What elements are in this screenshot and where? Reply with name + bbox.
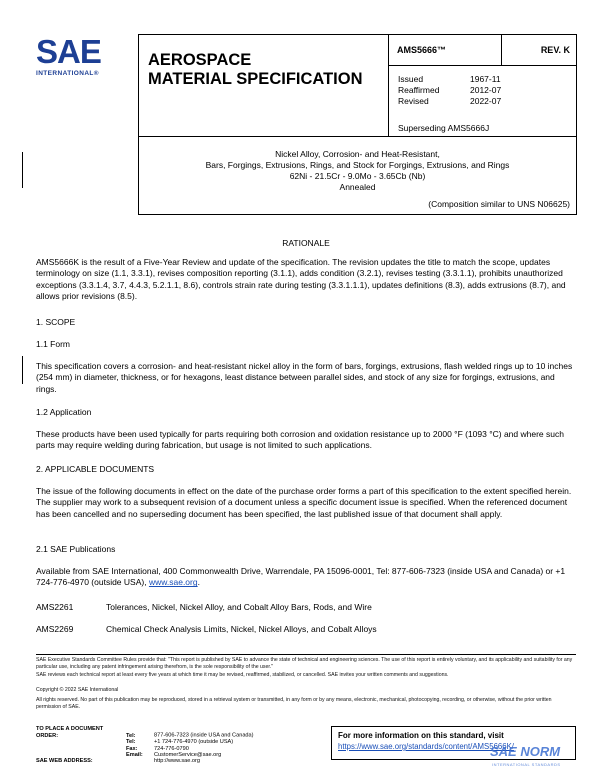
contact-value: CustomerService@sae.org: [154, 752, 222, 759]
section-2-1-heading: 2.1 SAE Publications: [36, 544, 116, 554]
change-bar: [22, 152, 23, 188]
reference-code: AMS2261: [36, 602, 74, 612]
logo-sub: INTERNATIONAL®: [36, 70, 99, 77]
section-2-text: The issue of the following documents in effect on the date of the purchase order forms a part of this specification to the extent specified herein. The supplier may work to a subsequent revision of a document unless a specific document issue is specified. When the referenced document has been cancelled and no superseding document has been specified, the last published issue of that document shall apply.: [36, 486, 572, 519]
contact-value: 724-776-0790: [154, 745, 189, 752]
change-bar: [22, 356, 23, 384]
standard-url-link[interactable]: https://www.sae.org/standards/content/AMS5666K/: [338, 742, 514, 751]
spec-type-box: [138, 34, 389, 137]
section-1-2-text: These products have been used typically for parts requiring both corrosion and oxidation resistance up to 2000 °F (1093 °C) and where such parts may require welding during fabrication, but usage is not limited to such applications.: [36, 429, 564, 451]
date-label: Reaffirmed: [398, 85, 440, 95]
material-title-box: [138, 137, 577, 215]
sae-logo: [36, 33, 118, 77]
material-title-line-2: Bars, Forgings, Extrusions, Rings, and Stock for Forgings, Extrusions, and Rings: [205, 160, 510, 170]
section-2-heading: 2. APPLICABLE DOCUMENTS: [36, 464, 155, 474]
reference-row: [36, 602, 372, 612]
footer-note-1: SAE Executive Standards Committee Rules provide that: "This report is published by SAE to advance the state of technical and engineering sciences. The use of this report is entirely voluntary, and its applicability and suitability for any particular use, including any patent infringement arising therefrom, is the sole responsibility of the user.": [36, 657, 573, 670]
doc-number: AMS5666™: [397, 45, 447, 55]
doc-number-box: [389, 34, 502, 66]
material-title-line-1: Nickel Alloy, Corrosion- and Heat-Resistant,: [275, 149, 440, 159]
section-2-1-text: [36, 566, 576, 589]
contact-type: Tel:: [126, 732, 136, 739]
more-info-title: For more information on this standard, visit: [338, 731, 504, 740]
contact-type: Email:: [126, 752, 143, 759]
date-reaffirmed: [398, 85, 568, 95]
logo-mark: SAE: [36, 33, 101, 70]
footer-copyright: Copyright © 2022 SAE International: [36, 687, 119, 693]
date-value: 2022-07: [470, 96, 502, 106]
web-address-row: [36, 758, 200, 764]
revision-box: [502, 34, 577, 66]
material-title-line-3: 62Ni - 21.5Cr - 9.0Mo - 3.65Cb (Nb): [289, 171, 426, 181]
watermark-sub: INTERNATIONAL STANDARDS: [492, 762, 561, 767]
superseding-note: Superseding AMS5666J: [398, 123, 490, 133]
rationale-text: AMS5666K is the result of a Five-Year Review and update of the specification. The revision updates the title to match the scope, updates terminology on size (1.1, 3.3.1), revises composition reporting (3.1.1), adds condition (3.2.1), revises testing (3.3.1.1), prohibits unauthorized exceptions (3.3.1.4, 3.7, 4.4.3, 5.2.1.1, 8.6), controls strain rate during testing (3.3.1.1.1), updates definitions (8.3), adds extrusions (8.7), and allows prior revisions (8.5).: [36, 257, 566, 301]
order-label: TO PLACE A DOCUMENT ORDER:: [36, 726, 104, 739]
section-1-1-text: This specification covers a corrosion- and heat-resistant nickel alloy in the form of bars, forgings, extrusions, flash welded rings up to 10 inches (254 mm) in diameter, thickness, or for hexagons, least distance between parallel sides, and stock of any size for forgings, extrusions, and rings.: [36, 361, 573, 394]
spec-type-title: [148, 51, 363, 89]
sae-website-link[interactable]: www.sae.org: [148, 577, 198, 588]
revision-label: REV. K: [540, 45, 570, 55]
date-label: Issued: [398, 74, 424, 84]
section-1-1-heading: 1.1 Form: [36, 339, 71, 349]
contact-type: Fax:: [126, 745, 138, 752]
date-revised: [398, 96, 568, 106]
footer-rights: All rights reserved. No part of this publication may be reproduced, stored in a retrieval system or transmitted, in any form or by any means, electronic, mechanical, photocopying, recording, or otherwise, without the prior written permission of SAE.: [36, 697, 552, 710]
material-title-line-4: Annealed: [339, 182, 376, 192]
rationale-heading: RATIONALE: [282, 238, 330, 248]
date-label: Revised: [398, 96, 429, 106]
section-2-1-end: .: [197, 577, 200, 588]
web-label: SAE WEB ADDRESS:: [36, 758, 93, 764]
reference-title: Tolerances, Nickel, Nickel Alloy, and Cobalt Alloy Bars, Rods, and Wire: [106, 602, 372, 612]
date-value: 2012-07: [470, 85, 502, 95]
reference-code: AMS2269: [36, 624, 74, 634]
dates-box: [389, 66, 577, 137]
title-line-1: AEROSPACE: [148, 51, 252, 69]
section-1-heading: 1. SCOPE: [36, 317, 76, 327]
date-issued: [398, 74, 568, 84]
reference-title: Chemical Check Analysis Limits, Nickel, Nickel Alloys, and Cobalt Alloys: [106, 624, 377, 634]
contact-row: [36, 746, 254, 753]
section-1-2-heading: 1.2 Application: [36, 407, 92, 417]
contact-row: [36, 739, 254, 746]
footer-rule: [36, 654, 576, 655]
contact-type: Tel:: [126, 739, 136, 746]
title-line-2: MATERIAL SPECIFICATION: [148, 70, 363, 88]
web-address[interactable]: http://www.sae.org: [154, 758, 201, 764]
section-2-1-body: Available from SAE International, 400 Commonwealth Drive, Warrendale, PA 15096-0001, Tel: 877-606-7323 (inside USA and Canada) or +1 724-776-4970 (outside USA),: [36, 566, 566, 588]
contact-value: +1 724-776-4970 (outside USA): [154, 739, 234, 746]
date-value: 1967-11: [470, 74, 501, 84]
footer-note-2: SAE reviews each technical report at least every five years at which time it may be revised, reaffirmed, stabilized, or cancelled. SAE invites your written comments and suggestions.: [36, 672, 449, 678]
reference-row: [36, 624, 377, 634]
watermark-logo: SAE NORM: [490, 744, 561, 759]
contact-value: 877-606-7323 (inside USA and Canada): [154, 732, 254, 739]
contact-row: [36, 726, 254, 739]
composition-note: (Composition similar to UNS N06625): [428, 199, 570, 209]
order-contacts: [36, 726, 254, 759]
